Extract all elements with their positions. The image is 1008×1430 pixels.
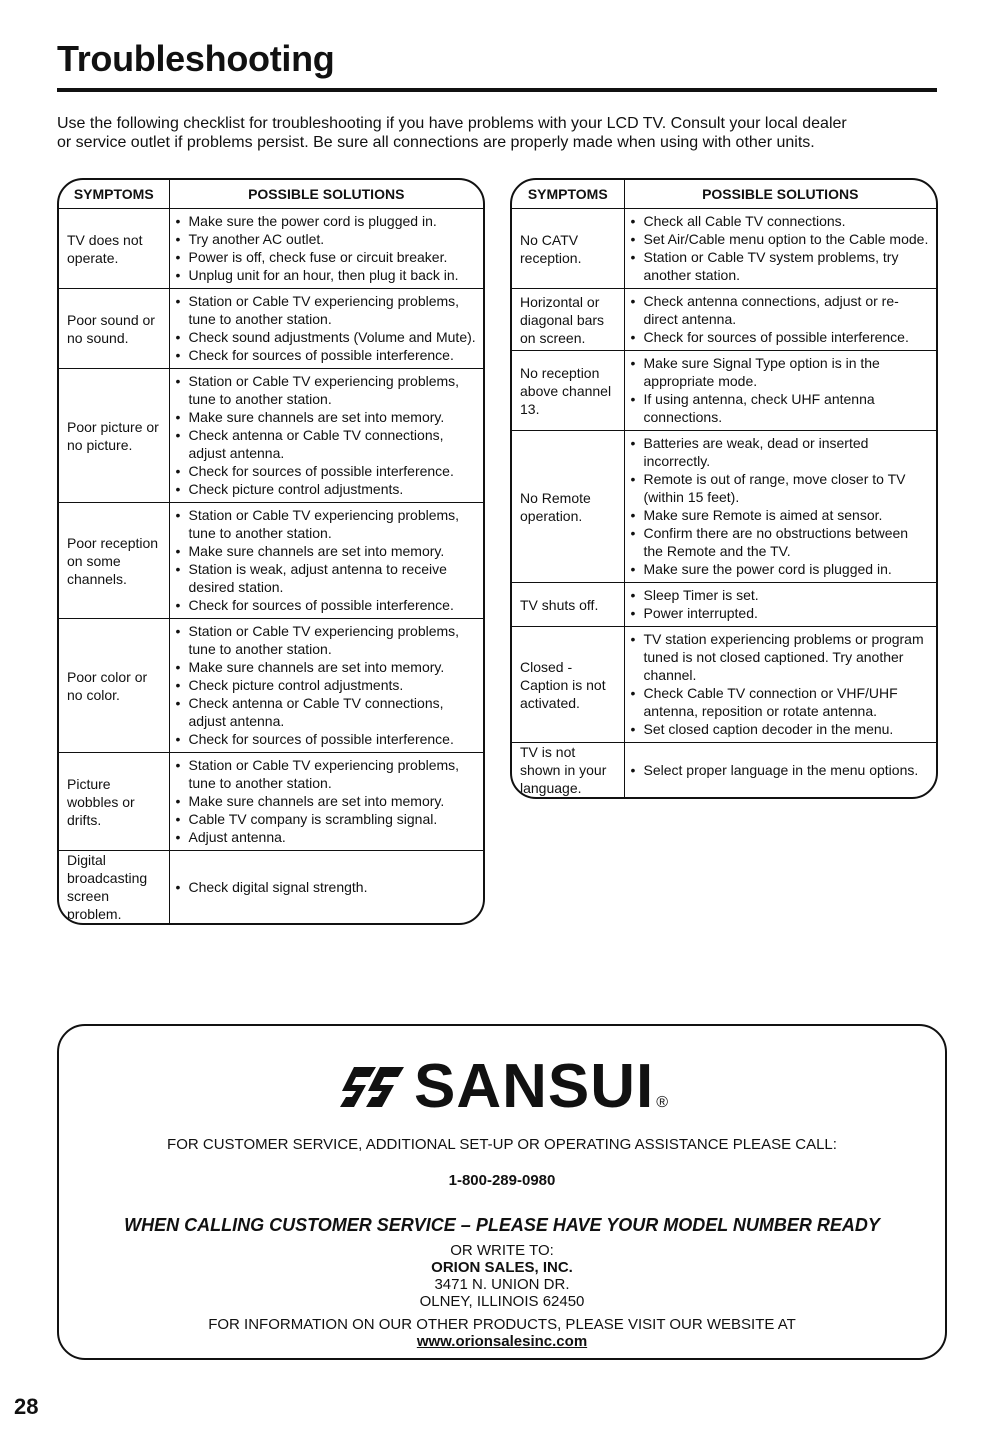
solution-item: • Batteries are weak, dead or inserted incorrectly. — [631, 434, 931, 470]
intro-line-1: Use the following checklist for troubleshooting if you have problems with your LCD TV. Consult your local dealer — [57, 115, 847, 132]
intro-paragraph — [57, 114, 937, 152]
solution-item: • Check digital signal strength. — [176, 878, 478, 896]
solutions-list — [631, 292, 931, 346]
solution-item: • If using antenna, check UHF antenna connections. — [631, 390, 931, 426]
logo-wordmark: SANSUI — [413, 1052, 655, 1121]
solution-item: • Station is weak, adjust antenna to receive desired station. — [176, 560, 478, 596]
solutions-list — [176, 878, 478, 896]
solutions-header: POSSIBLE SOLUTIONS — [624, 180, 936, 209]
table-row — [59, 289, 483, 369]
symptom-cell: Poor sound or no sound. — [59, 289, 169, 369]
solutions-cell — [624, 583, 936, 627]
solution-item: • Try another AC outlet. — [176, 230, 478, 248]
solution-item: • Check for sources of possible interference. — [631, 328, 931, 346]
solutions-list — [631, 761, 931, 779]
solutions-cell — [169, 369, 483, 503]
website-line: FOR INFORMATION ON OUR OTHER PRODUCTS, PLEASE VISIT OUR WEBSITE AT — [208, 1316, 796, 1333]
company-city: OLNEY, ILLINOIS 62450 — [419, 1293, 585, 1310]
table-row — [512, 627, 936, 743]
solution-item: • Make sure channels are set into memory. — [176, 408, 478, 426]
symptom-cell: No Remote operation. — [512, 431, 624, 583]
symptom-cell: Closed - Caption is not activated. — [512, 627, 624, 743]
solutions-list — [631, 212, 931, 284]
solution-item: • Make sure channels are set into memory. — [176, 542, 478, 560]
solution-item: • Check sound adjustments (Volume and Mute). — [176, 328, 478, 346]
table-row — [59, 619, 483, 753]
page-title: Troubleshooting — [57, 38, 335, 79]
troubleshooting-table-left — [57, 178, 485, 925]
company-street: 3471 N. UNION DR. — [434, 1276, 570, 1293]
solution-item: • Check for sources of possible interference. — [176, 346, 478, 364]
right-table — [512, 180, 936, 797]
symptom-cell: Horizontal or diagonal bars on screen. — [512, 289, 624, 351]
page-number: 28 — [14, 1394, 39, 1419]
solutions-cell — [169, 209, 483, 289]
table-row — [512, 289, 936, 351]
symptoms-header: SYMPTOMS — [512, 180, 624, 209]
solution-item: • Check for sources of possible interference. — [176, 730, 478, 748]
solutions-cell — [624, 289, 936, 351]
solution-item: • Check for sources of possible interference. — [176, 596, 478, 614]
solution-item: • Adjust antenna. — [176, 828, 478, 846]
solution-item: • Check antenna connections, adjust or re-direct antenna. — [631, 292, 931, 328]
solutions-list — [176, 622, 478, 748]
solution-item: • Set Air/Cable menu option to the Cable mode. — [631, 230, 931, 248]
symptom-cell: TV shuts off. — [512, 583, 624, 627]
table-row — [59, 753, 483, 851]
solutions-cell — [169, 851, 483, 924]
solution-item: • Station or Cable TV experiencing problems, tune to another station. — [176, 506, 478, 542]
solutions-list — [176, 292, 478, 364]
solution-item: • Cable TV company is scrambling signal. — [176, 810, 478, 828]
symptoms-header: SYMPTOMS — [59, 180, 169, 209]
table-row — [59, 503, 483, 619]
symptom-cell: TV is not shown in your language. — [512, 743, 624, 798]
table-row — [512, 743, 936, 798]
solutions-list — [631, 586, 931, 622]
solution-item: • Check Cable TV connection or VHF/UHF antenna, reposition or rotate antenna. — [631, 684, 931, 720]
solution-item: • Unplug unit for an hour, then plug it back in. — [176, 266, 478, 284]
symptom-cell: Poor picture or no picture. — [59, 369, 169, 503]
solution-item: • Power interrupted. — [631, 604, 931, 622]
solutions-cell — [624, 743, 936, 798]
solutions-cell — [169, 619, 483, 753]
sansui-logo — [59, 1052, 945, 1122]
symptom-cell: TV does not operate. — [59, 209, 169, 289]
company-name: ORION SALES, INC. — [431, 1259, 573, 1276]
solutions-cell — [169, 753, 483, 851]
solution-item: • Check all Cable TV connections. — [631, 212, 931, 230]
solutions-list — [631, 354, 931, 426]
table-row — [512, 431, 936, 583]
solutions-list — [176, 506, 478, 614]
customer-service-box — [57, 1024, 947, 1360]
solution-item: • Make sure channels are set into memory. — [176, 658, 478, 676]
model-number-notice: WHEN CALLING CUSTOMER SERVICE – PLEASE HAVE YOUR MODEL NUMBER READY — [124, 1215, 880, 1235]
service-phone: 1-800-289-0980 — [448, 1172, 556, 1189]
solution-item: • Check for sources of possible interference. — [176, 462, 478, 480]
solution-item: • Confirm there are no obstructions between the Remote and the TV. — [631, 524, 931, 560]
intro-line-2: or service outlet if problems persist. Be sure all connections are properly made when using with other units. — [57, 134, 815, 151]
solution-item: • Make sure Signal Type option is in the appropriate mode. — [631, 354, 931, 390]
solutions-list — [176, 372, 478, 498]
website-link[interactable] — [59, 1333, 945, 1351]
registered-mark: ® — [656, 1094, 669, 1111]
symptom-cell: Poor reception on some channels. — [59, 503, 169, 619]
solution-item: • Station or Cable TV experiencing problems, tune to another station. — [176, 622, 478, 658]
solutions-list — [631, 434, 931, 578]
table-row — [59, 369, 483, 503]
table-row — [59, 851, 483, 924]
solution-item: • Set closed caption decoder in the menu. — [631, 720, 931, 738]
service-call-line: FOR CUSTOMER SERVICE, ADDITIONAL SET-UP OR OPERATING ASSISTANCE PLEASE CALL: — [167, 1136, 837, 1153]
solutions-header: POSSIBLE SOLUTIONS — [169, 180, 483, 209]
solution-item: • Sleep Timer is set. — [631, 586, 931, 604]
solution-item: • Station or Cable TV system problems, try another station. — [631, 248, 931, 284]
symptom-cell: Poor color or no color. — [59, 619, 169, 753]
solution-item: • Make sure the power cord is plugged in. — [631, 560, 931, 578]
symptom-cell: Picture wobbles or drifts. — [59, 753, 169, 851]
write-to-label: OR WRITE TO: — [450, 1242, 554, 1259]
solutions-cell — [624, 209, 936, 289]
solutions-cell — [624, 431, 936, 583]
sansui-logo-mark-icon — [336, 1061, 408, 1113]
table-row — [512, 209, 936, 289]
table-row — [512, 583, 936, 627]
symptom-cell: No CATV reception. — [512, 209, 624, 289]
solution-item: • Station or Cable TV experiencing problems, tune to another station. — [176, 756, 478, 792]
table-row — [59, 209, 483, 289]
table-row — [512, 351, 936, 431]
solution-item: • Select proper language in the menu options. — [631, 761, 931, 779]
solutions-list — [631, 630, 931, 738]
solution-item: • Check antenna or Cable TV connections, adjust antenna. — [176, 426, 478, 462]
solution-item: • Make sure the power cord is plugged in. — [176, 212, 478, 230]
solutions-list — [176, 756, 478, 846]
troubleshooting-table-right — [510, 178, 938, 799]
solutions-list — [176, 212, 478, 284]
solution-item: • Station or Cable TV experiencing problems, tune to another station. — [176, 292, 478, 328]
solution-item: • Make sure channels are set into memory. — [176, 792, 478, 810]
solution-item: • Check antenna or Cable TV connections, adjust antenna. — [176, 694, 478, 730]
solution-item: • Check picture control adjustments. — [176, 676, 478, 694]
solution-item: • Power is off, check fuse or circuit breaker. — [176, 248, 478, 266]
title-divider — [57, 88, 937, 92]
solution-item: • TV station experiencing problems or program tuned is not closed captioned. Try another channel. — [631, 630, 931, 684]
solutions-cell — [624, 351, 936, 431]
solution-item: • Remote is out of range, move closer to TV (within 15 feet). — [631, 470, 931, 506]
solution-item: • Check picture control adjustments. — [176, 480, 478, 498]
solution-item: • Station or Cable TV experiencing problems, tune to another station. — [176, 372, 478, 408]
website-url[interactable]: www.orionsalesinc.com — [416, 1333, 588, 1350]
left-table — [59, 180, 483, 923]
symptom-cell: Digital broadcasting screen problem. — [59, 851, 169, 924]
solutions-cell — [169, 289, 483, 369]
symptom-cell: No reception above channel 13. — [512, 351, 624, 431]
solutions-cell — [169, 503, 483, 619]
solutions-cell — [624, 627, 936, 743]
solution-item: • Make sure Remote is aimed at sensor. — [631, 506, 931, 524]
